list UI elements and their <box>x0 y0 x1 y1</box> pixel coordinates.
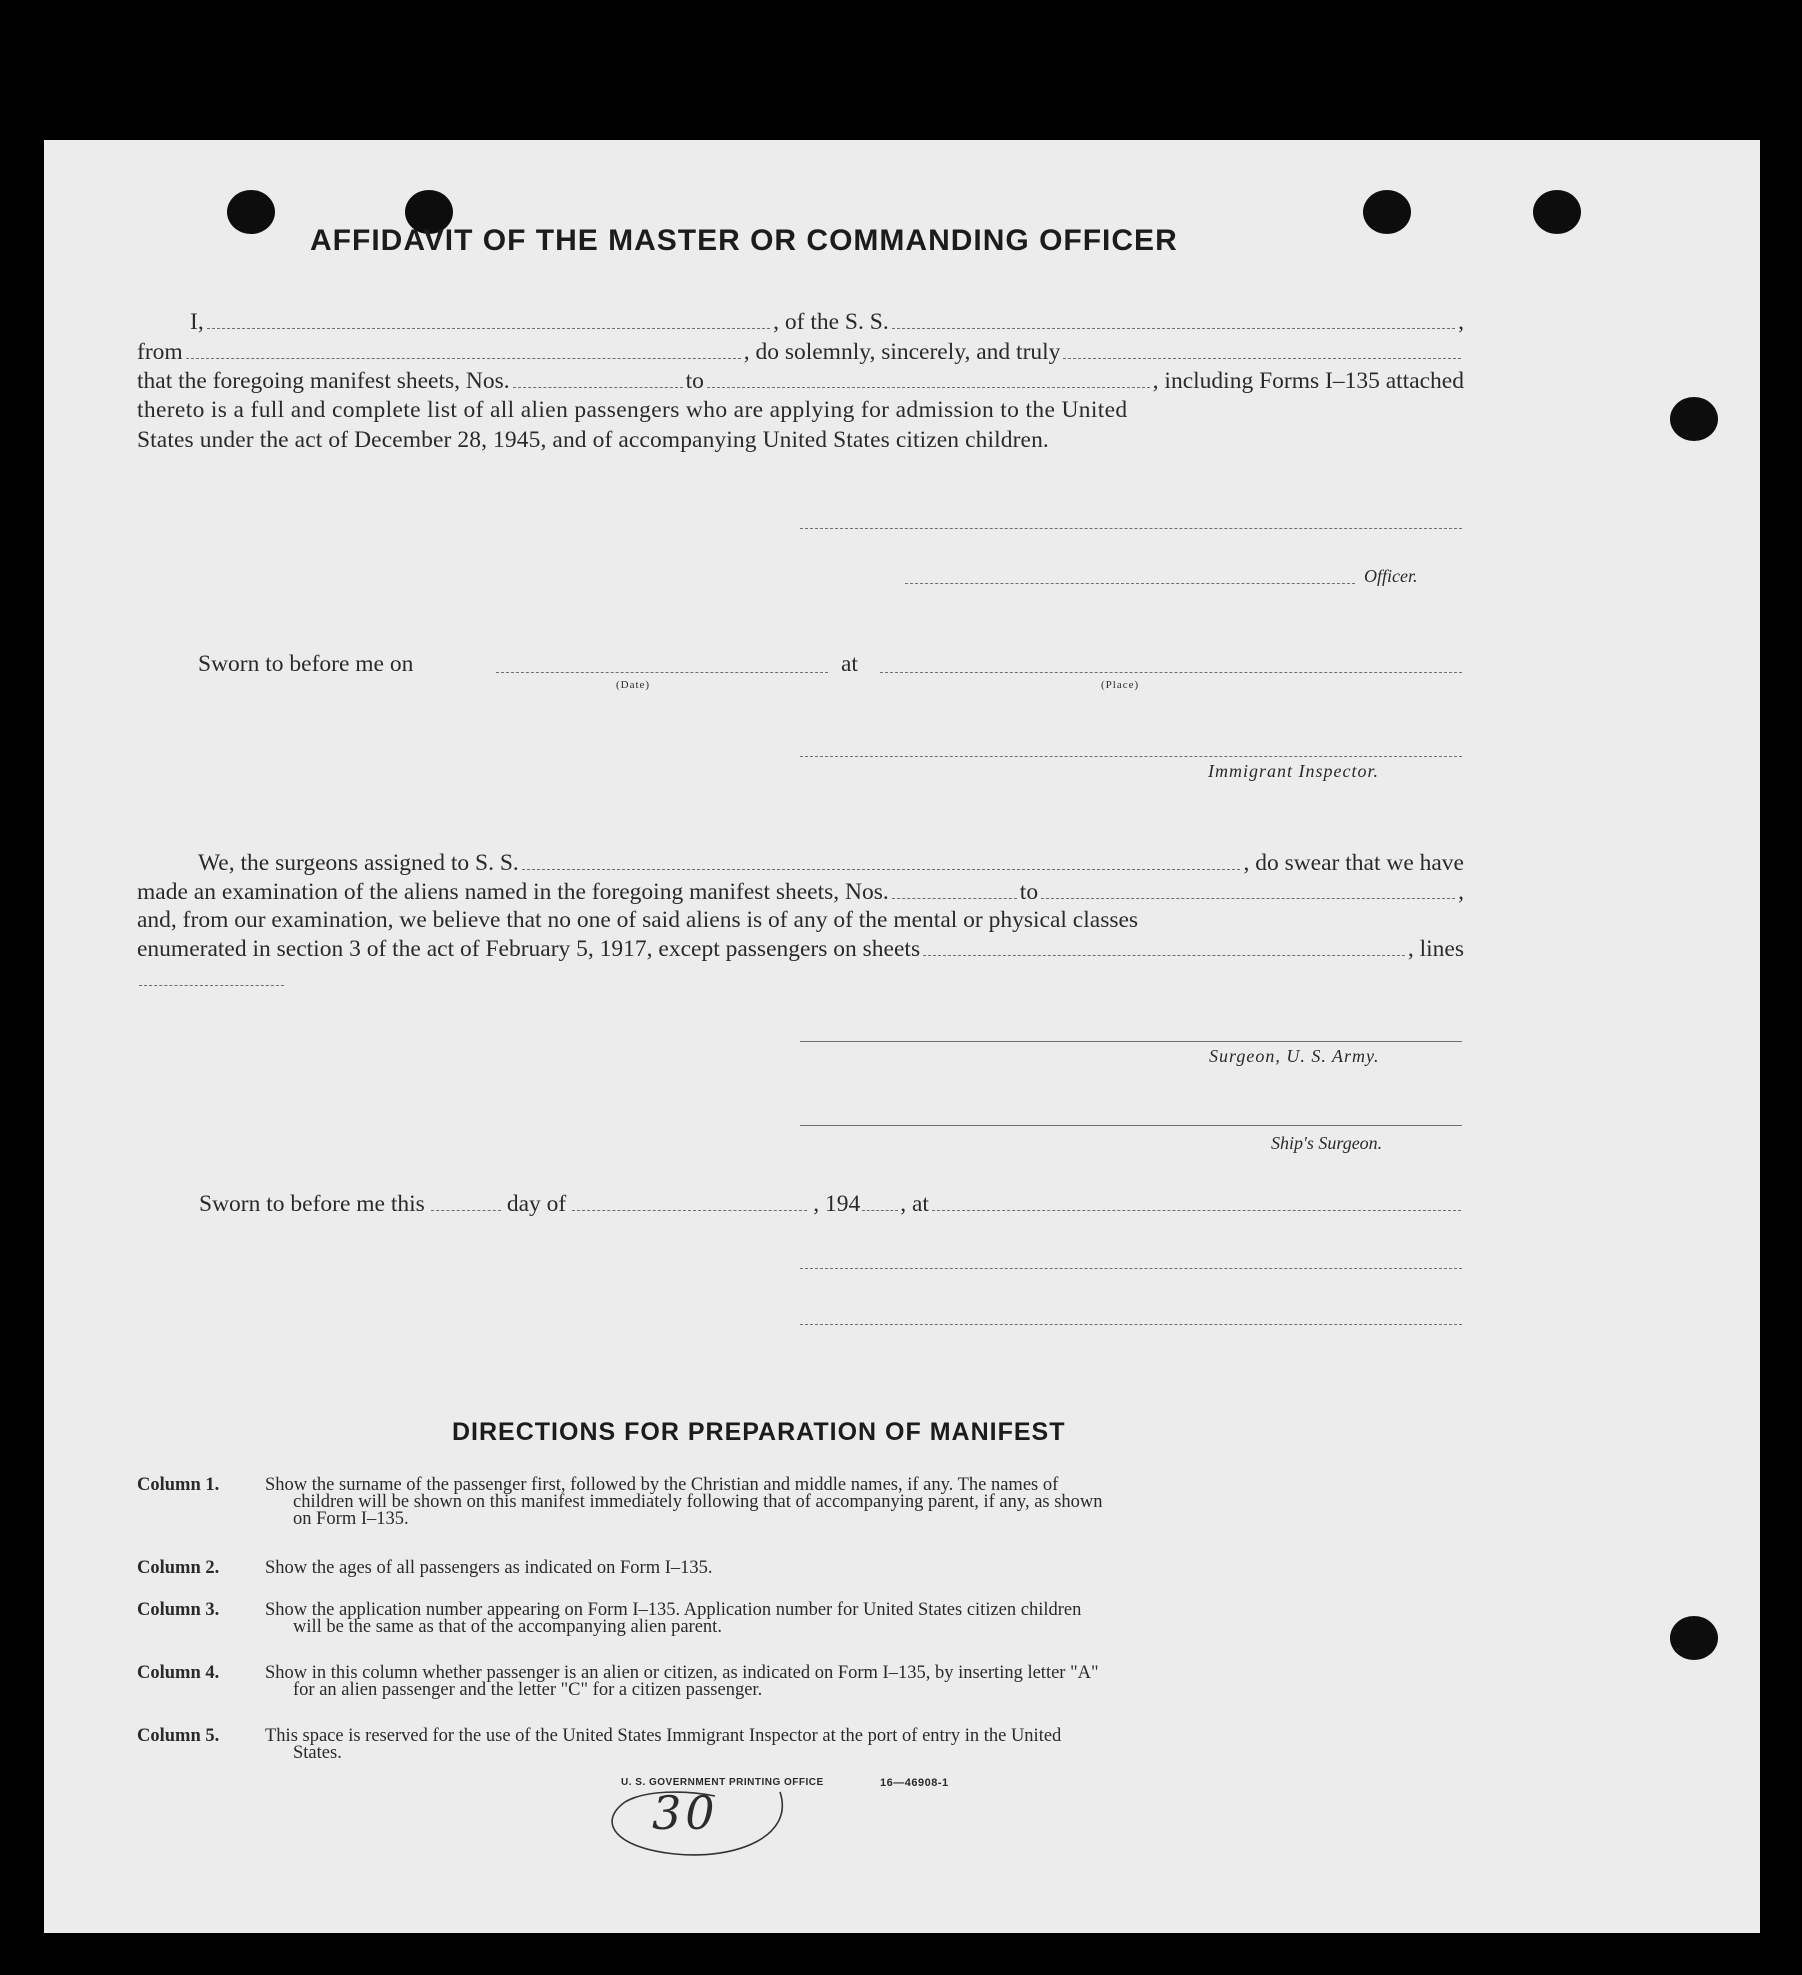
affidavit-title: AFFIDAVIT OF THE MASTER OR COMMANDING OFFICER <box>310 224 1178 257</box>
affidavit-line-5: States under the act of December 28, 1945, and of accompanying United States citizen children. <box>137 427 1049 453</box>
text: States. <box>293 1743 342 1763</box>
text: , 194 <box>813 1191 861 1217</box>
text: for an alien passenger and the letter "C" for a citizen passenger. <box>293 1680 763 1700</box>
port-from-field[interactable] <box>186 340 741 359</box>
punch-hole <box>1363 190 1411 234</box>
ship-surgeon-caption: Ship's Surgeon. <box>1271 1133 1383 1153</box>
direction-item <box>137 1728 1464 1762</box>
text: , lines <box>1407 936 1464 962</box>
direction-item <box>137 1477 1464 1528</box>
direction-item <box>137 1665 1464 1699</box>
sheet-from-field[interactable] <box>513 369 683 388</box>
sworn-date-field[interactable] <box>496 671 828 673</box>
column-text <box>265 1560 1464 1577</box>
text: to <box>685 368 704 394</box>
handwritten-number: 30 <box>652 1786 719 1840</box>
inspector-signature-line[interactable] <box>800 755 1462 757</box>
text: will be the same as that of the accompanying alien parent. <box>293 1617 722 1637</box>
place-caption: (Place) <box>1101 679 1140 691</box>
officer-name-field[interactable] <box>207 310 770 329</box>
affidavit-line-1 <box>137 308 1464 338</box>
sworn-year-field[interactable] <box>862 1192 898 1211</box>
inspector-caption: Immigrant Inspector. <box>1208 761 1379 781</box>
column-label: Column 4. <box>137 1663 220 1683</box>
date-caption: (Date) <box>616 679 651 691</box>
surgeon-sheet-to-field[interactable] <box>1041 880 1455 899</box>
text: I, <box>190 309 204 335</box>
sworn-text: Sworn to before me on <box>198 651 414 677</box>
column-text <box>265 1477 1464 1528</box>
form-number: 16—46908-1 <box>880 1777 949 1789</box>
column-label: Column 2. <box>137 1558 220 1578</box>
affidavit-line-2 <box>137 338 1464 368</box>
punch-hole <box>227 190 275 234</box>
surgeons-line-3: and, from our examination, we believe that no one of said aliens is of any of the mental or physical classes <box>137 907 1139 933</box>
text: , <box>1458 309 1465 335</box>
text: children will be shown on this manifest immediately following that of accompanying parent, if any, as shown <box>293 1492 1103 1512</box>
officer-signature-line[interactable] <box>905 582 1355 584</box>
direction-item <box>137 1602 1464 1636</box>
text: Sworn to before me this <box>199 1191 425 1217</box>
column-label: Column 3. <box>137 1600 220 1620</box>
ship-surgeon-signature-line[interactable] <box>800 1124 1462 1126</box>
surgeons-line-2 <box>137 878 1464 908</box>
surgeon-sheet-from-field[interactable] <box>892 880 1017 899</box>
surgeon-ship-field[interactable] <box>522 851 1241 870</box>
text: , at <box>900 1191 929 1217</box>
printer-imprint: U. S. GOVERNMENT PRINTING OFFICE <box>621 1777 824 1788</box>
text: that the foregoing manifest sheets, Nos. <box>137 368 510 394</box>
text: enumerated in section 3 of the act of February 5, 1917, except passengers on sheets <box>137 936 921 962</box>
text: Show in this column whether passenger is an alien or citizen, as indicated on Form I–135, by inserting letter "A" <box>265 1663 1099 1683</box>
column-label: Column 1. <box>137 1475 220 1495</box>
sworn-day-field[interactable] <box>431 1192 501 1211</box>
text: , including Forms I–135 attached <box>1152 368 1464 394</box>
sworn-month-field[interactable] <box>572 1192 807 1211</box>
column-text <box>265 1728 1464 1762</box>
punch-hole <box>1670 1616 1718 1660</box>
sworn-at-text: at <box>841 651 858 677</box>
text: , do solemnly, sincerely, and truly <box>743 339 1061 365</box>
text: , do swear that we have <box>1243 850 1464 876</box>
signature-line[interactable] <box>800 527 1462 529</box>
surgeons-line-4 <box>137 935 1464 965</box>
oath-field[interactable] <box>1063 340 1461 359</box>
army-surgeon-caption: Surgeon, U. S. Army. <box>1209 1046 1380 1066</box>
text: Show the application number appearing on Form I–135. Application number for United States citizen children <box>265 1600 1082 1620</box>
sworn-surgeons-line <box>137 1190 1464 1220</box>
affidavit-line-3 <box>137 367 1464 397</box>
text: day of <box>506 1191 567 1217</box>
except-lines-field[interactable] <box>139 984 284 986</box>
sworn-surgeons-place-field[interactable] <box>932 1192 1461 1211</box>
sworn-place-field[interactable] <box>880 671 1462 673</box>
surgeons-line-1 <box>137 849 1464 879</box>
text: , of the S. S. <box>773 309 889 335</box>
text: We, the surgeons assigned to S. S. <box>198 850 519 876</box>
punch-hole <box>1533 190 1581 234</box>
text: Show the surname of the passenger first, followed by the Christian and middle names, if any. The names of <box>265 1475 1059 1495</box>
directions-title: DIRECTIONS FOR PREPARATION OF MANIFEST <box>452 1418 1066 1446</box>
affidavit-line-4: thereto is a full and complete list of all alien passengers who are applying for admission to the United <box>137 397 1128 423</box>
inspector-title-line[interactable] <box>800 1323 1462 1325</box>
except-sheets-field[interactable] <box>923 937 1405 956</box>
inspector-signature-line-2[interactable] <box>800 1267 1462 1269</box>
ship-name-field[interactable] <box>892 310 1455 329</box>
text: , <box>1458 879 1464 905</box>
army-surgeon-signature-line[interactable] <box>800 1040 1462 1042</box>
column-text <box>265 1602 1464 1636</box>
column-text <box>265 1665 1464 1699</box>
text: from <box>137 339 183 365</box>
sheet-to-field[interactable] <box>707 369 1150 388</box>
text: on Form I–135. <box>293 1509 409 1529</box>
officer-caption: Officer. <box>1364 566 1418 586</box>
column-label: Column 5. <box>137 1726 220 1746</box>
direction-item <box>137 1560 1464 1577</box>
text: This space is reserved for the use of the United States Immigrant Inspector at the port of entry in the United <box>265 1726 1062 1746</box>
punch-hole <box>1670 397 1718 441</box>
text: made an examination of the aliens named in the foregoing manifest sheets, Nos. <box>137 879 889 905</box>
text: to <box>1019 879 1039 905</box>
text: Show the ages of all passengers as indicated on Form I–135. <box>265 1558 713 1578</box>
